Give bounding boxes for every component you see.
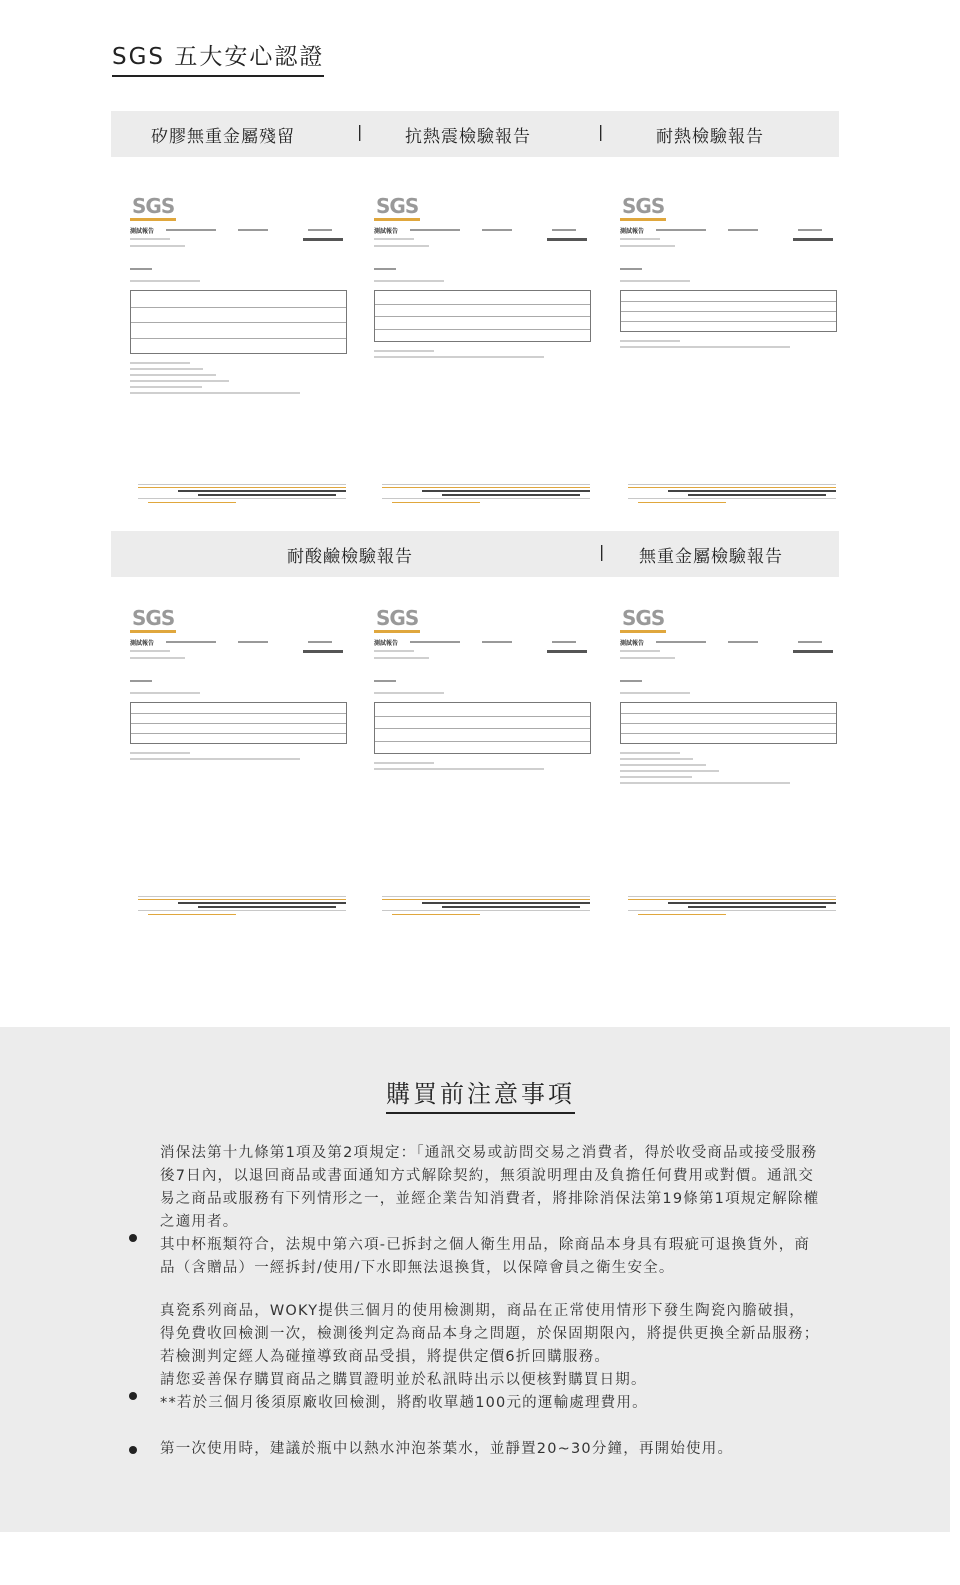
notice-text: 第一次使用時，建議於瓶中以熱水沖泡茶葉水，並靜置20~30分鐘，再開始使用。 (160, 1441, 734, 1457)
sgs-report-thumbnail (362, 600, 600, 930)
report-heading: 測試報告 (620, 640, 645, 647)
section-title: SGS 五大安心認證 (112, 38, 324, 77)
bullet-dot (129, 1446, 137, 1454)
sgs-report-thumbnail (608, 600, 846, 930)
cert-label-bar-1 (111, 111, 839, 157)
cert-label-acid-alkali: 耐酸鹼檢驗報告 (287, 547, 413, 567)
sgs-report-thumbnail (608, 188, 846, 518)
sgs-logo: SGS (620, 606, 666, 633)
report-heading: 測試報告 (374, 640, 399, 647)
cert-label-heavy-metal: 無重金屬檢驗報告 (639, 547, 783, 567)
label-separator: | (599, 542, 606, 561)
sgs-logo: SGS (130, 606, 176, 633)
report-heading: 測試報告 (374, 228, 399, 235)
bullet-dot (129, 1234, 137, 1242)
label-separator: | (598, 122, 605, 141)
cert-label-bar-2 (111, 531, 839, 577)
cert-label-silicone: 矽膠無重金屬殘留 (151, 127, 295, 147)
label-separator: | (357, 122, 364, 141)
sgs-report-thumbnail (118, 188, 356, 518)
sgs-logo: SGS (620, 194, 666, 221)
sgs-report-thumbnail (118, 600, 356, 930)
purchase-notice (0, 1027, 950, 1532)
sgs-report-thumbnail (362, 188, 600, 518)
sgs-logo: SGS (374, 194, 420, 221)
report-heading: 測試報告 (130, 640, 155, 647)
cert-label-heat-resistance: 耐熱檢驗報告 (656, 127, 764, 147)
report-heading: 測試報告 (130, 228, 155, 235)
cert-label-thermal-shock: 抗熱震檢驗報告 (405, 127, 531, 147)
notice-text: 消保法第十九條第1項及第2項規定：「通訊交易或訪問交易之消費者，得於收受商品或接受服務後7日內，以退回商品或書面通知方式解除契約，無須說明理由及負擔任何費用或對價。通訊交易之商品或服務有下列情形之一，並經企業告知消費者，將排除消保法第19條第1項規定解除權之適用者。 其中杯瓶類符合，法規中第六項-已拆封之個人衛生用品，除商品本身具有瑕疵可退換貨外，商品（含贈品）一經拆封/使用/下水即無法退換貨，以保障會員之衛生安全。 (160, 1145, 820, 1276)
sgs-logo: SGS (130, 194, 176, 221)
notice-text: 真瓷系列商品，WOKY提供三個月的使用檢測期，商品在正常使用情形下發生陶瓷內膽破損，得免費收回檢測一次，檢測後判定為商品本身之問題，於保固期限內，將提供更換全新品服務；若檢測判定經人為碰撞導致商品受損，將提供定價6折回購服務。 請您妥善保存購買商品之購買證明並於私訊時出示以便核對購買日期。 **若於三個月後須原廠收回檢測，將酌收單趟100元的運輸處理費用。 (160, 1303, 820, 1411)
bullet-dot (129, 1392, 137, 1400)
sgs-logo: SGS (374, 606, 420, 633)
report-heading: 測試報告 (620, 228, 645, 235)
notice-title: 購買前注意事項 (386, 1074, 575, 1114)
